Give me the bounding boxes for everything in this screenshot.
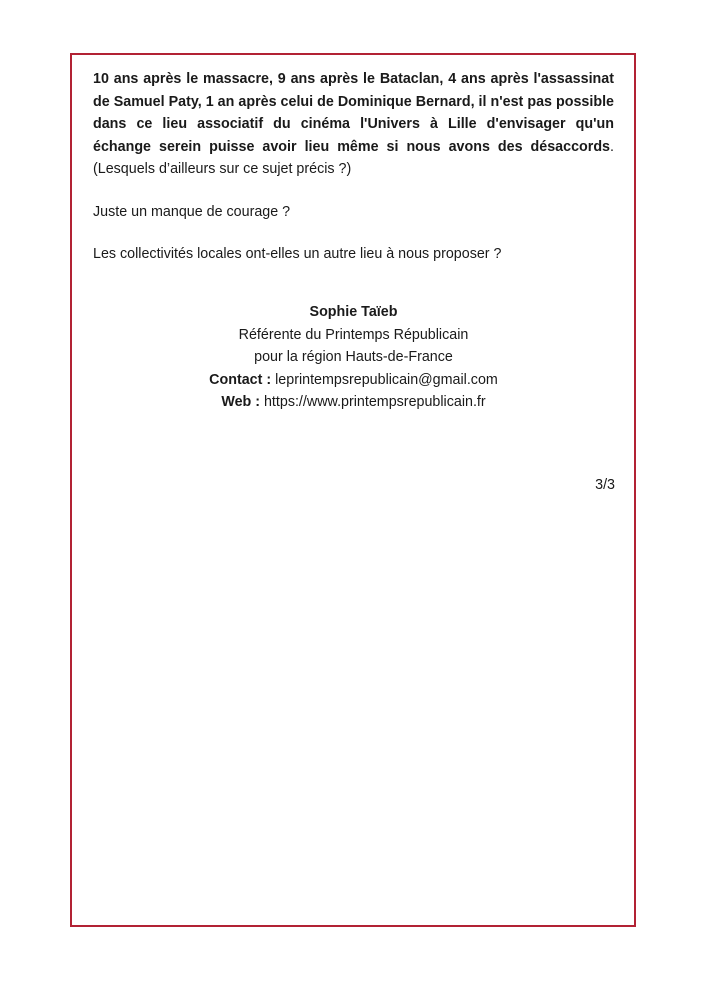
- main-paragraph: [93, 68, 614, 181]
- signature-name: Sophie Taïeb: [309, 304, 398, 320]
- document-body: [93, 68, 614, 266]
- main-paragraph-normal: . (Lesquels d’ailleurs sur ce sujet précis ?): [93, 138, 614, 177]
- web-line: [93, 391, 614, 414]
- web-label: Web :: [221, 394, 260, 410]
- main-paragraph-bold: 10 ans après le massacre, 9 ans après le Bataclan, 4 ans après l'assassinat de Samuel Paty, 1 an après celui de Dominique Bernard, il n'est pas possible dans ce lieu associatif du cinéma l'Univers à Lille d'envisager qu'un échange serein puisse avoir lieu même si nous avons des désaccords: [93, 71, 614, 155]
- page-number: 3/3: [595, 477, 615, 493]
- signature-region: pour la région Hauts-de-France: [254, 349, 453, 365]
- contact-email[interactable]: leprintempsrepublicain@gmail.com: [275, 371, 498, 388]
- web-url[interactable]: https://www.printempsrepublicain.fr: [263, 394, 486, 410]
- signature-block: [93, 301, 614, 414]
- question-alternative-venue: Les collectivités locales ont-elles un autre lieu à nous proposer ?: [93, 246, 502, 262]
- contact-label: Contact :: [209, 371, 272, 388]
- contact-line: [93, 369, 614, 392]
- question-courage: Juste un manque de courage ?: [93, 203, 291, 220]
- signature-role: Référente du Printemps Républicain: [238, 326, 469, 343]
